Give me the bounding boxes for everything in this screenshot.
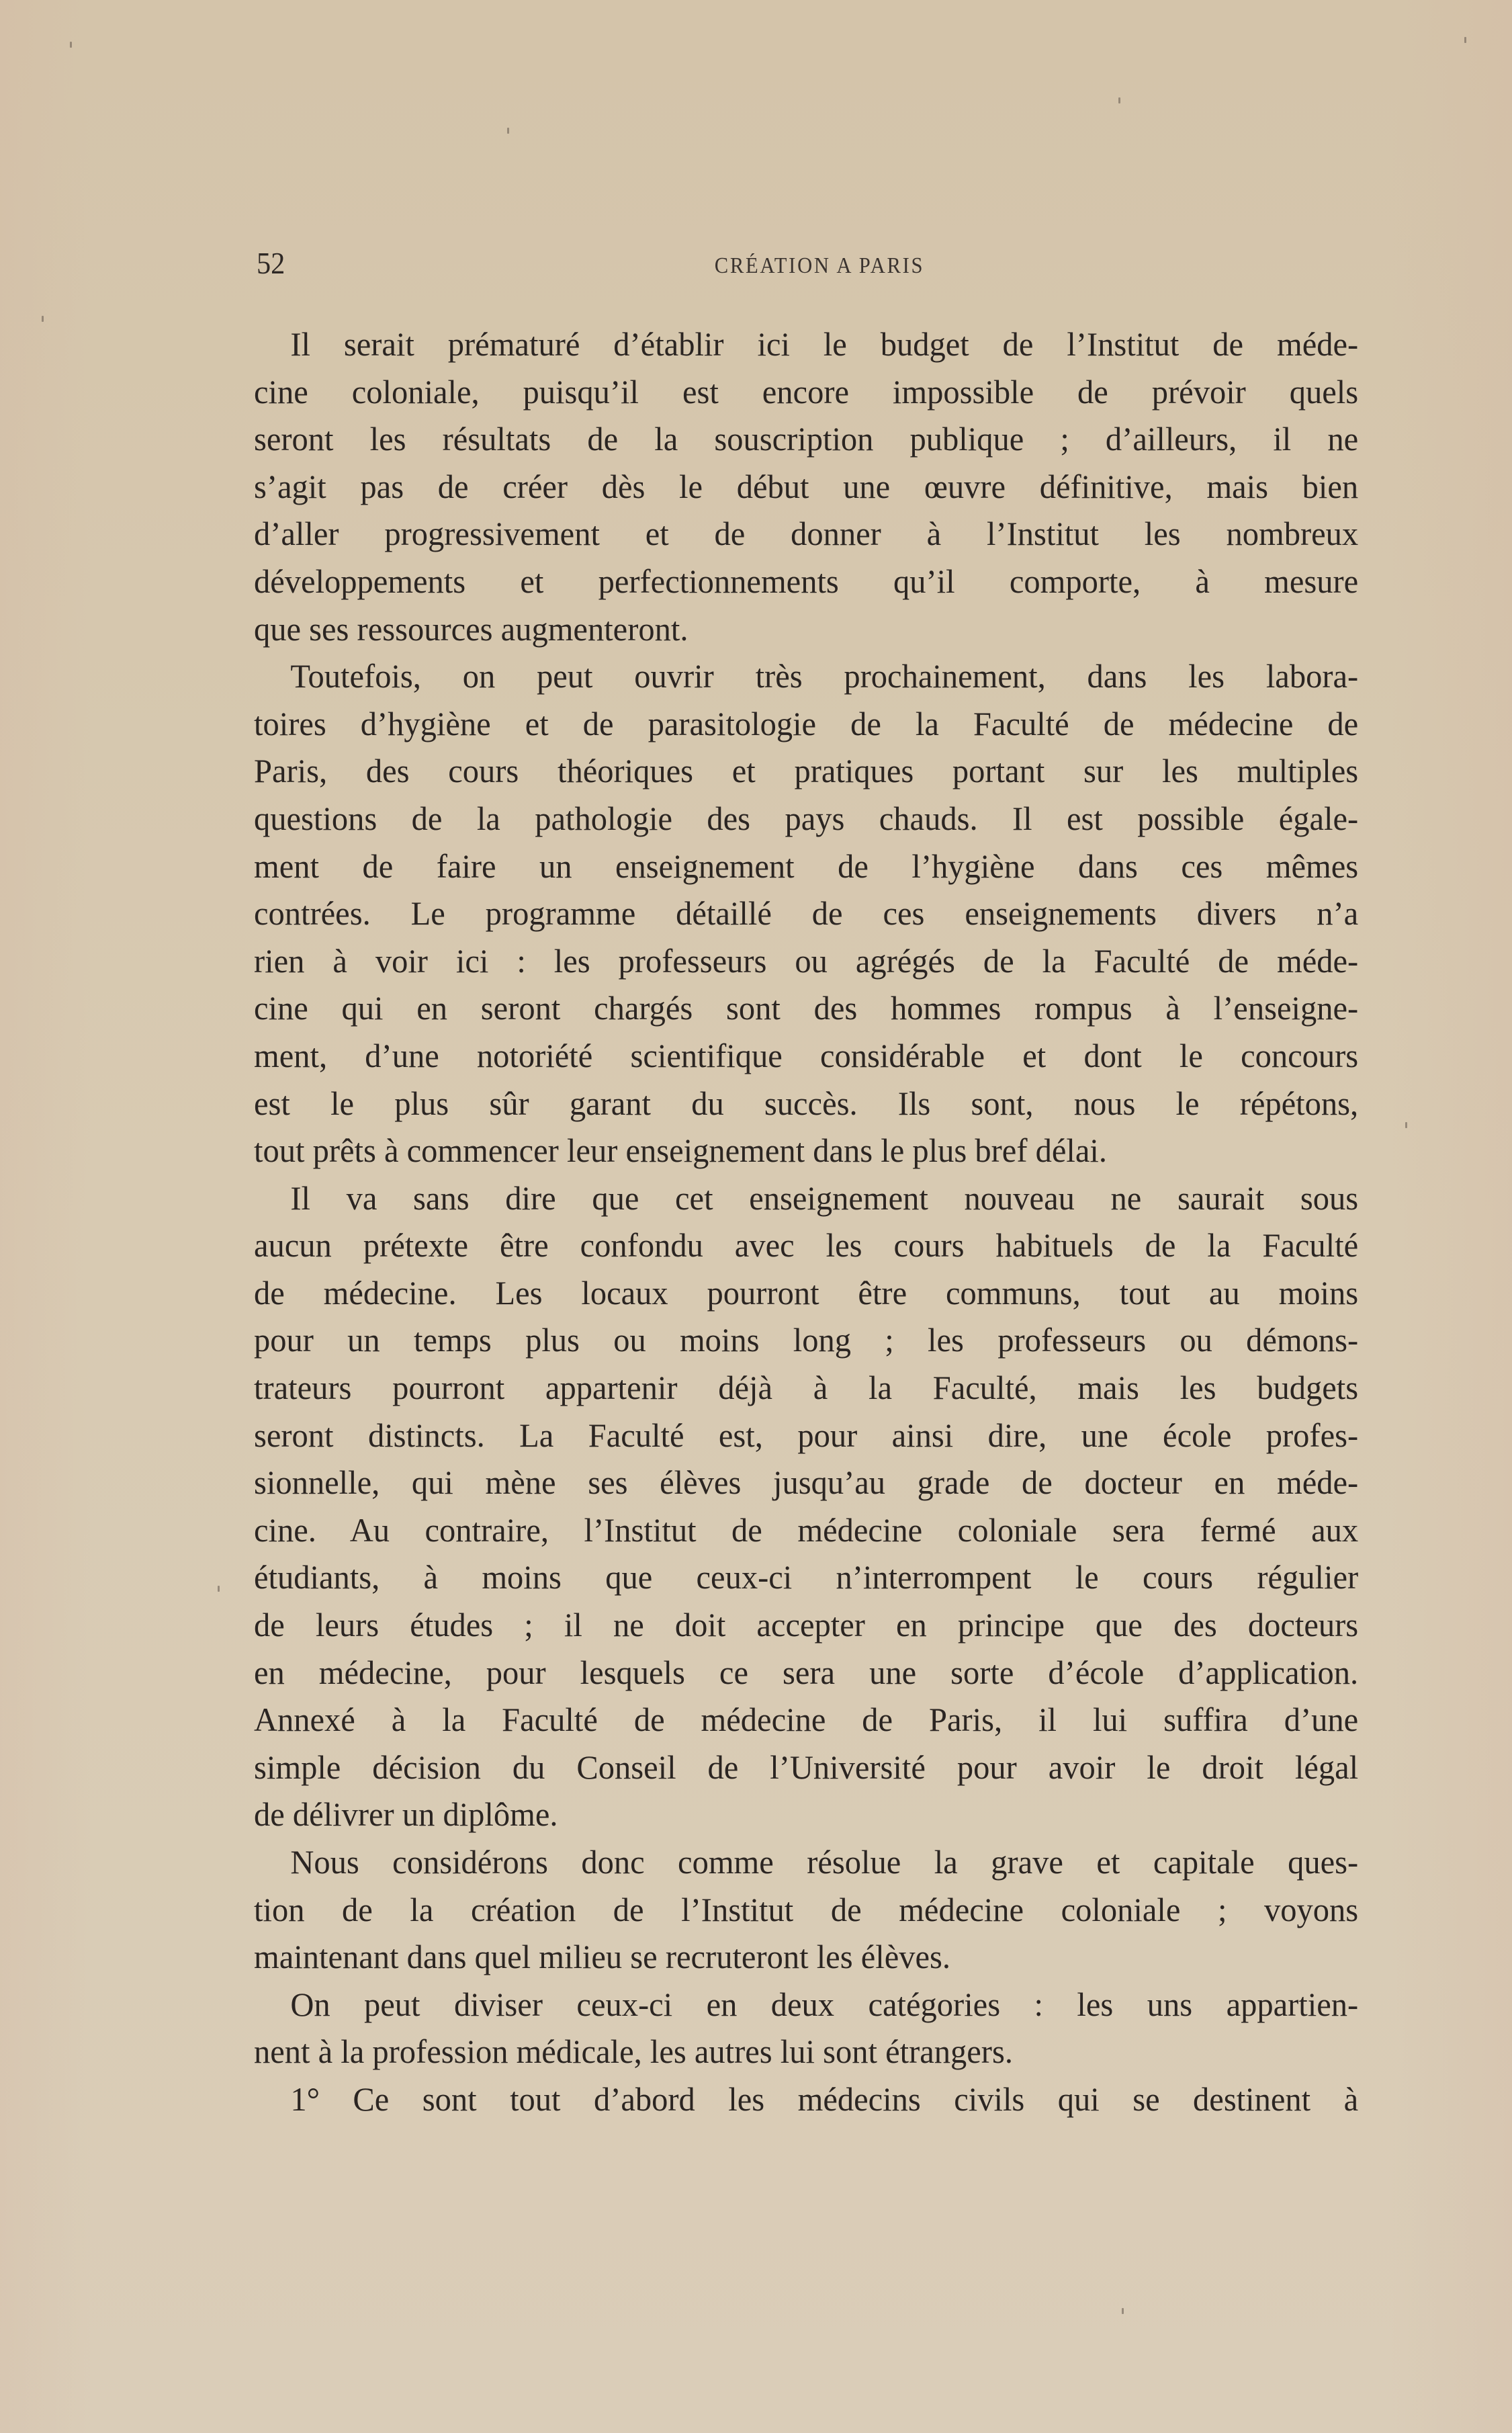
text-line: cine coloniale, puisqu’il est encore impossible de prévoir quels: [254, 372, 1359, 411]
text-line: Paris, des cours théoriques et pratiques portant sur les multiples: [254, 752, 1359, 790]
text-line: tion de la création de l’Institut de médecine coloniale ; voyons: [254, 1890, 1359, 1928]
text-line: Toutefois, on peut ouvrir très prochainement, dans les labora-: [290, 657, 1359, 695]
text-line: simple décision du Conseil de l’Université pour avoir le droit légal: [254, 1748, 1359, 1786]
text-line: développements et perfectionnements qu’il comporte, à mesure: [254, 562, 1359, 600]
text-line: rien à voir ici : les professeurs ou agrégés de la Faculté de méde-: [254, 941, 1359, 980]
text-line: cine qui en seront chargés sont des hommes rompus à l’enseigne-: [254, 989, 1359, 1027]
text-line: cine. Au contraire, l’Institut de médecine coloniale sera fermé aux: [254, 1510, 1359, 1549]
paper-speck: [70, 42, 72, 48]
paper-speck: [1118, 97, 1120, 103]
text-line: Nous considérons donc comme résolue la grave et capitale ques-: [290, 1843, 1359, 1881]
text-line: questions de la pathologie des pays chauds. Il est possible égale-: [254, 799, 1359, 837]
text-line: nent à la profession médicale, les autres lui sont étrangers.: [254, 2033, 1013, 2071]
running-title: CRÉATION A PARIS: [714, 253, 925, 278]
text-line: Annexé à la Faculté de médecine de Paris, il lui suffira d’une: [254, 1701, 1359, 1739]
text-line: en médecine, pour lesquels ce sera une sorte d’école d’application.: [254, 1653, 1359, 1691]
text-line: tout prêts à commencer leur enseignement dans le plus bref délai.: [254, 1132, 1107, 1170]
text-line: trateurs pourront appartenir déjà à la Faculté, mais les budgets: [254, 1369, 1359, 1407]
paper-speck: [1122, 2308, 1124, 2314]
running-header: [257, 243, 1358, 284]
text-line: Il serait prématuré d’établir ici le budget de l’Institut de méde-: [290, 325, 1359, 363]
text-line: seront les résultats de la souscription publique ; d’ailleurs, il ne: [254, 420, 1359, 458]
text-line: s’agit pas de créer dès le début une œuvre définitive, mais bien: [254, 467, 1359, 505]
paper-speck: [1405, 1122, 1407, 1128]
text-line: de leurs études ; il ne doit accepter en principe que des docteurs: [254, 1606, 1359, 1644]
paper-speck: [42, 316, 44, 322]
text-line: que ses ressources augmenteront.: [254, 609, 688, 648]
paper-speck: [1464, 37, 1466, 43]
text-line: contrées. Le programme détaillé de ces enseignements divers n’a: [254, 894, 1359, 933]
text-line: de délivrer un diplôme.: [254, 1795, 558, 1834]
text-line: étudiants, à moins que ceux-ci n’interrompent le cours régulier: [254, 1558, 1359, 1596]
page-number: 52: [257, 246, 285, 280]
text-line: maintenant dans quel milieu se recruteront les élèves.: [254, 1938, 951, 1976]
text-line: ment, d’une notoriété scientifique considérable et dont le concours: [254, 1036, 1359, 1074]
text-line: de médecine. Les locaux pourront être communs, tout au moins: [254, 1273, 1359, 1312]
text-line: sionnelle, qui mène ses élèves jusqu’au grade de docteur en méde-: [254, 1463, 1359, 1502]
text-line: toires d’hygiène et de parasitologie de la Faculté de médecine de: [254, 704, 1359, 742]
text-line: d’aller progressivement et de donner à l’Institut les nombreux: [254, 515, 1359, 553]
text-line: 1° Ce sont tout d’abord les médecins civils qui se destinent à: [290, 2080, 1359, 2118]
paper-speck: [218, 1586, 220, 1592]
text-line: ment de faire un enseignement de l’hygiène dans ces mêmes: [254, 847, 1359, 885]
body-text: [254, 321, 1358, 2123]
text-line: Il va sans dire que cet enseignement nouveau ne saurait sous: [290, 1179, 1359, 1217]
paper-speck: [507, 128, 509, 134]
text-line: aucun prétexte être confondu avec les cours habituels de la Faculté: [254, 1226, 1359, 1265]
text-line: pour un temps plus ou moins long ; les professeurs ou démons-: [254, 1321, 1359, 1359]
text-line: On peut diviser ceux-ci en deux catégories : les uns appartien-: [290, 1985, 1359, 2023]
text-line: seront distincts. La Faculté est, pour ainsi dire, une école profes-: [254, 1416, 1359, 1454]
text-line: est le plus sûr garant du succès. Ils sont, nous le répétons,: [254, 1084, 1359, 1122]
